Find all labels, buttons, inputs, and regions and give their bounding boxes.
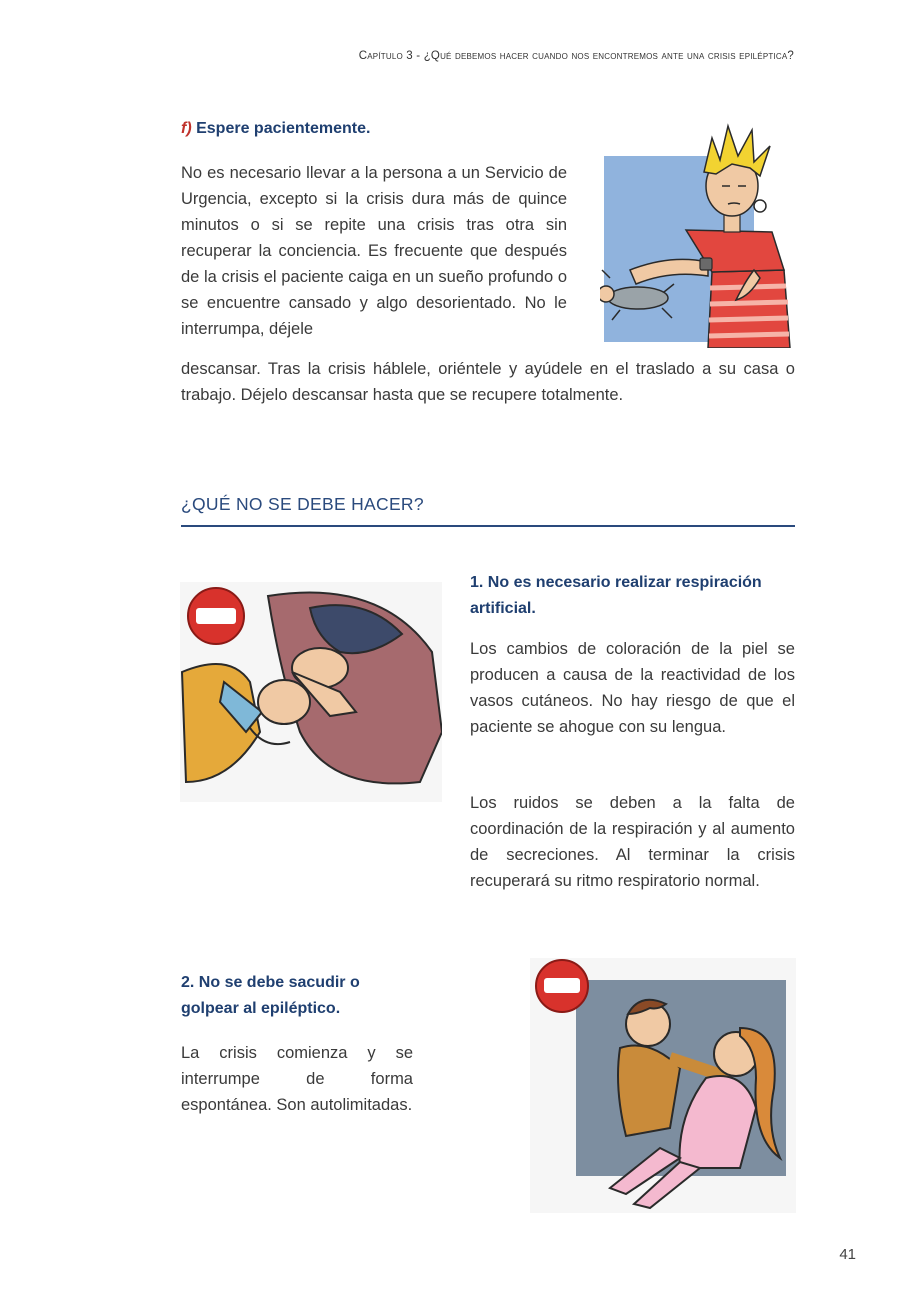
section-heading-what-not-to-do: ¿QUÉ NO SE DEBE HACER? bbox=[181, 494, 795, 527]
illustration-mouth-to-mouth bbox=[180, 582, 442, 802]
item-2-paragraph-1: La crisis comienza y se interrumpe de forma espontánea. Son autolimitadas. bbox=[181, 1044, 413, 1114]
illustration-woman-checking-watch bbox=[600, 120, 796, 348]
stop-sign-icon bbox=[188, 588, 244, 644]
section-f-title bbox=[181, 120, 370, 138]
section-f-paragraph-part1: No es necesario llevar a la persona a un Servicio de Urgencia, excepto si la crisis dura más de quince minutos o si se repite una crisis tras otra sin recuperar la conciencia. Es frecuente que después de la crisis el paciente caiga en un sueño profundo o se encuentre cansado y algo desorientado. No le interrumpa, déjele bbox=[181, 164, 567, 338]
running-header: Capítulo 3 - ¿Qué debemos hacer cuando nos encontremos ante una crisis epiléptica? bbox=[358, 50, 794, 62]
section-f-title-text: Espere pacientemente. bbox=[196, 120, 371, 137]
page-number: 41 bbox=[839, 1246, 856, 1263]
item-1-paragraph-1: Los cambios de coloración de la piel se producen a causa de la reactividad de los vasos cutáneos. No hay riesgo de que el paciente se ahogue con su lengua. bbox=[470, 640, 795, 736]
item-2-title: 2. No se debe sacudir o golpear al epiléptico. bbox=[181, 974, 360, 1017]
item-1-title: 1. No es necesario realizar respiración artificial. bbox=[470, 574, 762, 617]
illustration-shaking-patient bbox=[530, 958, 796, 1213]
section-f-paragraph-part2: descansar. Tras la crisis háblele, oriéntele y ayúdele en el traslado a su casa o trabajo. Déjelo descansar hasta que se recupere totalmente. bbox=[181, 360, 795, 404]
section-f-marker: f) bbox=[181, 120, 192, 137]
stop-sign-icon-2 bbox=[536, 960, 588, 1012]
item-1-paragraph-2: Los ruidos se deben a la falta de coordinación de la respiración y al aumento de secreciones. Al terminar la crisis recuperará su ritmo respiratorio normal. bbox=[470, 794, 795, 890]
